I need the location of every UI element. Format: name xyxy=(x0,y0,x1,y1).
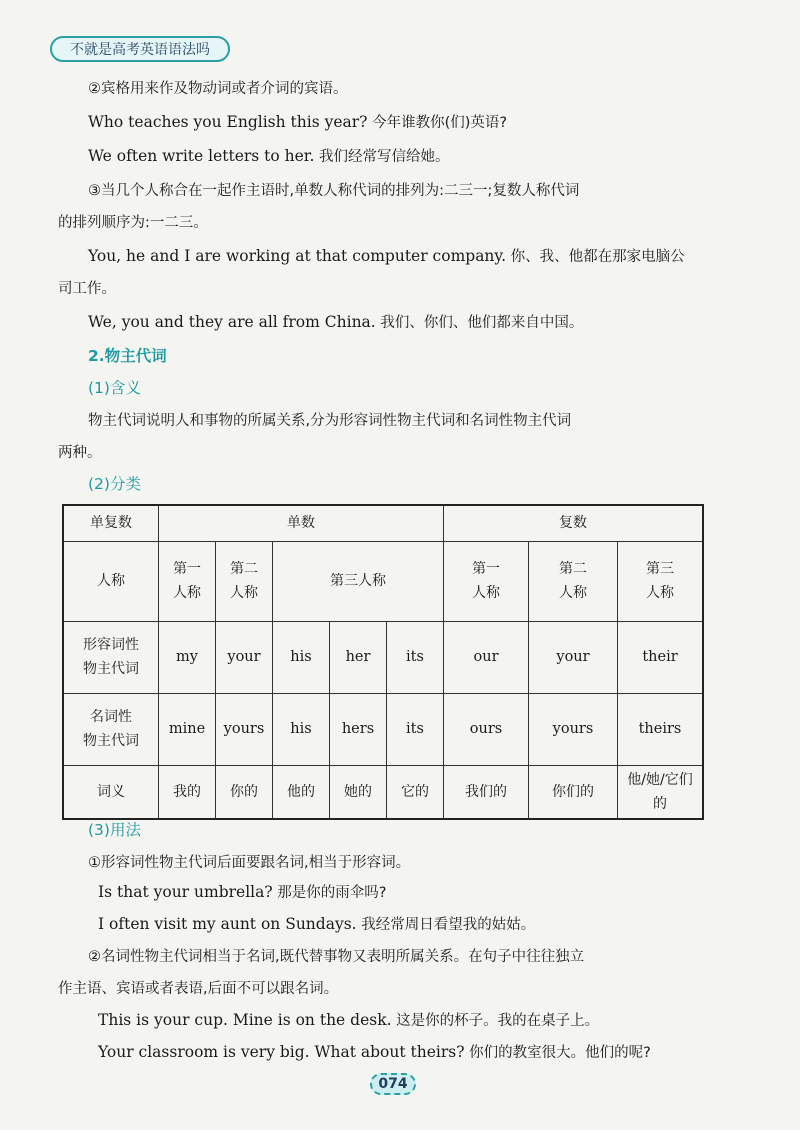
subsection-heading: (3)用法 xyxy=(88,821,141,839)
cell-text: 人称 xyxy=(559,585,587,601)
text-zh: ②宾格用来作及物动词或者介词的宾语。 xyxy=(88,81,348,97)
subsection-heading: (1)含义 xyxy=(88,379,141,397)
book-title-badge: 不就是高考英语语法吗 xyxy=(50,36,230,62)
cell-text: 第一 xyxy=(173,561,201,577)
example-en: You, he and I are working at that computer company. xyxy=(88,247,507,265)
table-row-label xyxy=(63,621,159,693)
example-sentence xyxy=(88,310,583,335)
table-cell: hers xyxy=(330,693,387,765)
text-line xyxy=(58,276,116,301)
table-cell: 你的 xyxy=(216,765,273,819)
table-row xyxy=(63,765,703,819)
example-sentence xyxy=(98,880,386,905)
example-sentence xyxy=(88,110,507,135)
example-sentence xyxy=(98,1008,599,1033)
example-zh: 你们的教室很大。他们的呢? xyxy=(464,1045,651,1061)
table-cell: my xyxy=(159,621,216,693)
table-row xyxy=(63,541,703,621)
table-header-cell xyxy=(444,541,529,621)
example-sentence xyxy=(98,1040,651,1065)
table-cell: its xyxy=(387,621,444,693)
table-cell: its xyxy=(387,693,444,765)
table-cell: his xyxy=(273,693,330,765)
table-cell: 她的 xyxy=(330,765,387,819)
possessive-pronoun-table xyxy=(62,504,704,820)
table-header-cell: 单复数 xyxy=(63,505,159,541)
table-cell: yours xyxy=(529,693,618,765)
table-cell: 他的 xyxy=(273,765,330,819)
example-en: We often write letters to her. xyxy=(88,147,315,165)
cell-text: 形容词性 xyxy=(83,637,139,653)
table-cell: 它的 xyxy=(387,765,444,819)
text-line xyxy=(88,850,410,875)
cell-text: 人称 xyxy=(646,585,674,601)
table-header-cell: 复数 xyxy=(444,505,704,541)
cell-text: 第一 xyxy=(472,561,500,577)
text-zh: 两种。 xyxy=(58,445,102,461)
cell-text: 物主代词 xyxy=(83,661,139,677)
example-en: Who teaches you English this year? xyxy=(88,113,368,131)
table-cell: your xyxy=(216,621,273,693)
example-zh: 我们经常写信给她。 xyxy=(314,149,450,165)
table-header-cell xyxy=(216,541,273,621)
text-zh: 作主语、宾语或者表语,后面不可以跟名词。 xyxy=(58,981,339,997)
cell-text: 人称 xyxy=(173,585,201,601)
subsection-heading: (2)分类 xyxy=(88,475,141,493)
cell-text: 名词性 xyxy=(90,709,132,725)
example-sentence xyxy=(88,144,450,169)
example-en: Your classroom is very big. What about theirs? xyxy=(98,1043,465,1061)
cell-text: 人称 xyxy=(472,585,500,601)
cell-text: 物主代词 xyxy=(83,733,139,749)
example-sentence xyxy=(88,244,685,269)
example-en: I often visit my aunt on Sundays. xyxy=(98,915,357,933)
cell-text: 人称 xyxy=(230,585,258,601)
table-cell: 我的 xyxy=(159,765,216,819)
example-en: We, you and they are all from China. xyxy=(88,313,376,331)
text-line xyxy=(88,178,579,203)
text-line xyxy=(58,440,102,465)
table-cell: ours xyxy=(444,693,529,765)
table-cell: their xyxy=(618,621,704,693)
text-zh: 司工作。 xyxy=(58,281,116,297)
example-zh: 我经常周日看望我的姑姑。 xyxy=(356,917,536,933)
table-header-cell: 第三人称 xyxy=(273,541,444,621)
table-row-label: 词义 xyxy=(63,765,159,819)
table-cell: theirs xyxy=(618,693,704,765)
text-zh: ②名词性物主代词相当于名词,既代替事物又表明所属关系。在句子中往往独立 xyxy=(88,949,585,965)
cell-text: 第三 xyxy=(646,561,674,577)
table-cell: yours xyxy=(216,693,273,765)
table-cell: our xyxy=(444,621,529,693)
text-zh: ①形容词性物主代词后面要跟名词,相当于形容词。 xyxy=(88,855,411,871)
example-sentence xyxy=(98,912,535,937)
example-en: This is your cup. Mine is on the desk. xyxy=(98,1011,392,1029)
table-cell: your xyxy=(529,621,618,693)
text-line xyxy=(88,76,348,101)
table-row-label xyxy=(63,693,159,765)
table-row xyxy=(63,621,703,693)
text-line xyxy=(58,976,338,1001)
example-zh: 今年谁教你(们)英语? xyxy=(367,115,508,131)
example-zh: 这是你的杯子。我的在桌子上。 xyxy=(391,1013,600,1029)
table-header-cell xyxy=(159,541,216,621)
table-header-cell: 单数 xyxy=(159,505,444,541)
page-number: 074 xyxy=(370,1073,416,1095)
table-row xyxy=(63,505,703,541)
table-cell: 他/她/它们的 xyxy=(618,765,704,819)
cell-text: 第二 xyxy=(230,561,258,577)
text-line xyxy=(88,408,571,433)
example-zh: 那是你的雨伞吗? xyxy=(272,885,387,901)
table-row-label: 人称 xyxy=(63,541,159,621)
text-zh: 物主代词说明人和事物的所属关系,分为形容词性物主代词和名词性物主代词 xyxy=(88,413,572,429)
table-row xyxy=(63,693,703,765)
section-heading: 2.物主代词 xyxy=(88,347,167,365)
text-line xyxy=(58,210,208,235)
text-line xyxy=(88,944,584,969)
table-cell: mine xyxy=(159,693,216,765)
example-zh: 我们、你们、他们都来自中国。 xyxy=(375,315,584,331)
table-cell: her xyxy=(330,621,387,693)
text-zh: 的排列顺序为:一二三。 xyxy=(58,215,208,231)
example-zh: 你、我、他都在那家电脑公 xyxy=(506,249,685,265)
table-cell: his xyxy=(273,621,330,693)
table-cell: 我们的 xyxy=(444,765,529,819)
table-header-cell xyxy=(529,541,618,621)
cell-text: 第二 xyxy=(559,561,587,577)
table-cell: 你们的 xyxy=(529,765,618,819)
table-header-cell xyxy=(618,541,704,621)
example-en: Is that your umbrella? xyxy=(98,883,273,901)
text-zh: ③当几个人称合在一起作主语时,单数人称代词的排列为:二三一;复数人称代词 xyxy=(88,183,580,199)
